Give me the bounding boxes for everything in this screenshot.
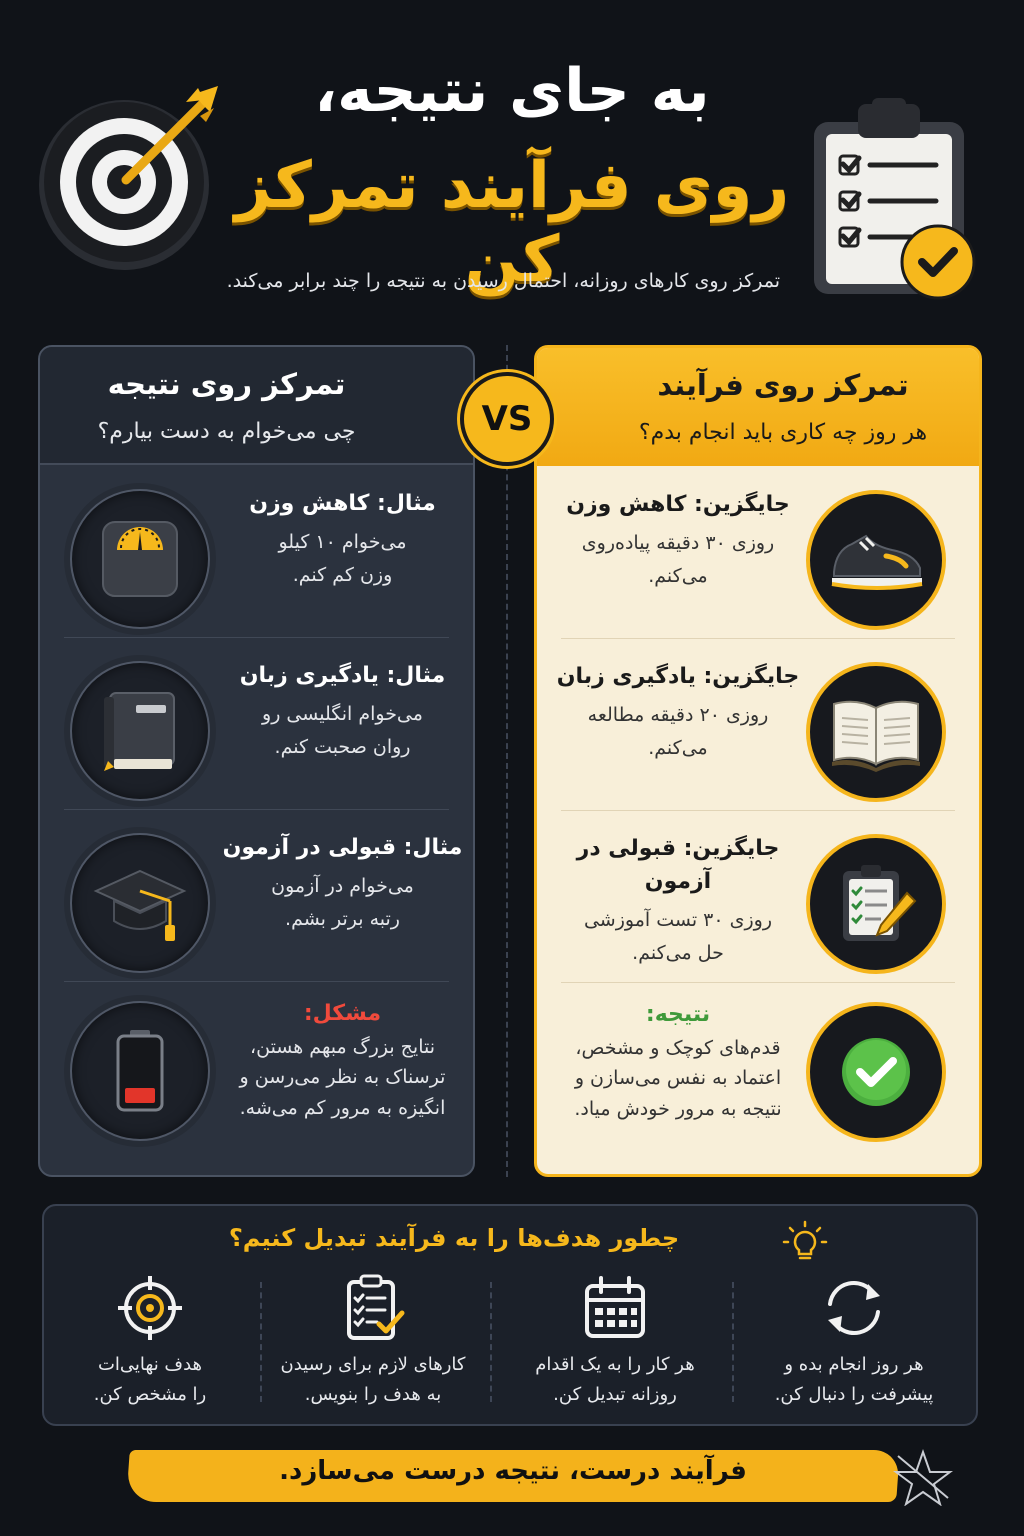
open-book-icon	[806, 662, 946, 802]
row-description	[547, 527, 809, 594]
row-line: نتایج بزرگ مبهم هستن،	[249, 1036, 436, 1058]
row-divider	[64, 981, 449, 982]
row-line: می‌خوام ۱۰ کیلو	[278, 531, 407, 553]
result-row-weight	[40, 465, 473, 637]
process-card-subtitle: هر روز چه کاری باید انجام بدم؟	[638, 420, 928, 445]
row-description	[220, 870, 465, 937]
step-line: پیشرفت را دنبال کن.	[774, 1383, 934, 1405]
subtitle: تمرکز روی کارهای روزانه، احتمال رسیدن به نتیجه را چند برابر می‌کند.	[226, 270, 780, 292]
vs-badge: VS	[460, 372, 554, 466]
step-line: به هدف را بنویس.	[304, 1383, 442, 1405]
footer-tagline: فرآیند درست، نتیجه درست می‌سازد.	[279, 1456, 747, 1486]
row-line: روان صحبت کنم.	[274, 736, 411, 759]
target-arrow-icon	[34, 80, 224, 270]
low-battery-icon	[70, 1001, 210, 1141]
row-line: وزن کم کنم.	[292, 564, 393, 587]
step-text	[499, 1350, 731, 1409]
step-text	[738, 1350, 970, 1409]
row-description	[547, 1033, 809, 1124]
check-circle-icon	[806, 1002, 946, 1142]
step-define-goal	[34, 1270, 266, 1420]
clipboard-checklist-icon	[800, 96, 985, 301]
checklist-icon	[339, 1274, 407, 1342]
result-row-text	[220, 487, 465, 593]
process-card-title: تمرکز روی فرآیند	[657, 368, 909, 402]
crosshair-target-icon	[116, 1274, 184, 1342]
row-line: می‌خوام انگلیسی رو	[262, 703, 423, 725]
result-row-text	[220, 659, 465, 765]
row-line: می‌خوام در آزمون	[271, 875, 414, 897]
result-focus-card	[38, 345, 475, 1177]
scale-icon	[70, 489, 210, 629]
process-row-text	[547, 998, 809, 1124]
result-row-language	[40, 637, 473, 809]
process-row-exam	[537, 810, 979, 982]
row-line: قدم‌های کوچک و مشخص،	[575, 1037, 781, 1059]
row-divider	[561, 810, 955, 811]
row-divider	[561, 982, 955, 983]
step-line: را مشخص کن.	[93, 1383, 207, 1405]
step-text	[257, 1350, 489, 1409]
result-row-text	[220, 831, 465, 937]
result-card-title: تمرکز روی نتیجه	[107, 367, 346, 401]
row-description	[220, 1032, 465, 1123]
process-row-text	[547, 832, 809, 971]
step-write-tasks	[257, 1270, 489, 1420]
process-card-header	[537, 348, 979, 466]
row-line: حل می‌کنم.	[632, 942, 724, 965]
process-row-result	[537, 982, 979, 1177]
row-description	[547, 699, 809, 766]
row-title: جایگزین: کاهش وزن	[566, 492, 790, 517]
step-divider	[490, 1282, 492, 1402]
row-description	[220, 526, 465, 593]
step-track-progress	[738, 1270, 970, 1420]
process-row-language	[537, 638, 979, 810]
row-line: ترسناک به نظر می‌رسن و	[239, 1066, 446, 1089]
refresh-cycle-icon	[820, 1274, 888, 1342]
row-line: می‌کنم.	[648, 737, 708, 760]
row-line: رتبه برتر بشم.	[285, 908, 400, 931]
process-row-text	[547, 660, 809, 766]
row-divider	[561, 638, 955, 639]
title-line-1: به جای نتیجه،	[314, 56, 710, 126]
row-title: مثال: یادگیری زبان	[239, 663, 446, 688]
how-to-title: چطور هدف‌ها را به فرآیند تبدیل کنیم؟	[228, 1224, 680, 1252]
result-card-header	[40, 347, 473, 465]
step-divider	[732, 1282, 734, 1402]
graduation-cap-icon	[70, 833, 210, 973]
result-row-text	[220, 997, 465, 1123]
row-line: انگیزه به مرور کم می‌شه.	[239, 1096, 446, 1119]
step-line: هدف نهایی‌ات	[97, 1354, 203, 1375]
process-row-weight	[537, 466, 979, 638]
step-daily-action	[499, 1270, 731, 1420]
row-line: روزی ۳۰ تست آموزشی	[583, 909, 773, 931]
row-title: مشکل:	[303, 1001, 382, 1026]
row-line: نتیجه به مرور خودش میاد.	[574, 1097, 782, 1120]
center-divider	[506, 345, 508, 1177]
row-description	[547, 904, 809, 971]
row-title: مثال: قبولی در آزمون	[222, 835, 463, 860]
process-focus-card	[534, 345, 982, 1177]
result-row-exam	[40, 809, 473, 981]
row-divider	[64, 809, 449, 810]
star-logo-icon	[892, 1448, 954, 1506]
row-line: اعتماد به نفس می‌سازن و	[574, 1067, 782, 1090]
process-row-text	[547, 488, 809, 594]
row-description	[220, 698, 465, 765]
row-title: جایگزین: قبولی در آزمون	[576, 836, 780, 894]
clipboard-pencil-icon	[806, 834, 946, 974]
result-card-subtitle: چی می‌خوام به دست بیارم؟	[97, 419, 356, 444]
step-line: کارهای لازم برای رسیدن	[280, 1354, 466, 1375]
step-line: هر روز انجام بده و	[784, 1354, 924, 1375]
row-title: مثال: کاهش وزن	[249, 491, 436, 516]
row-line: می‌کنم.	[648, 565, 708, 588]
sneaker-icon	[806, 490, 946, 630]
step-line: روزانه تبدیل کن.	[553, 1383, 677, 1405]
step-text	[34, 1350, 266, 1409]
result-row-problem	[40, 981, 473, 1177]
lightbulb-icon	[782, 1220, 828, 1266]
row-divider	[64, 637, 449, 638]
calendar-icon	[581, 1274, 649, 1342]
row-line: روزی ۲۰ دقیقه مطالعه	[587, 704, 769, 726]
title-line-2: روی فرآیند تمرکز کن	[234, 149, 790, 297]
how-to-panel	[42, 1204, 978, 1426]
row-title: جایگزین: یادگیری زبان	[556, 664, 800, 689]
row-line: روزی ۳۰ دقیقه پیاده‌روی	[581, 532, 775, 554]
step-line: هر کار را به یک اقدام	[535, 1354, 695, 1375]
row-title: نتیجه:	[645, 1002, 711, 1027]
book-icon	[70, 661, 210, 801]
